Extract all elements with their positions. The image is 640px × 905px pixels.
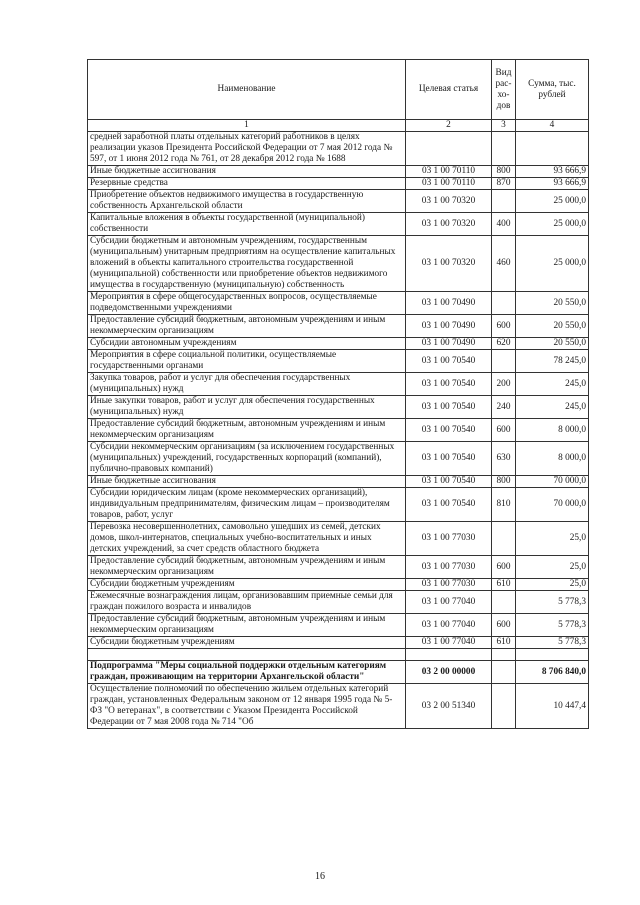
row-sum: 5 778,3 bbox=[516, 591, 589, 614]
row-code: 03 1 00 70320 bbox=[406, 190, 492, 213]
row-name: Субсидии бюджетным учреждениям bbox=[88, 637, 406, 649]
row-sum: 25 000,0 bbox=[516, 190, 589, 213]
row-sum: 25 000,0 bbox=[516, 213, 589, 236]
row-name: Мероприятия в сфере общегосударственных вопросов, осуществляемые подведомственными учреждениями bbox=[88, 292, 406, 315]
table-row bbox=[88, 213, 589, 236]
table-body bbox=[88, 132, 589, 729]
row-code: 03 1 00 77040 bbox=[406, 637, 492, 649]
row-type: 460 bbox=[492, 236, 516, 292]
row-name: Субсидии некоммерческим организациям (за исключением государственных (муниципальных) учреждений, государственных корпораций (компаний), публично-правовых компаний) bbox=[88, 442, 406, 476]
row-sum: 10 447,4 bbox=[516, 684, 589, 729]
table-row bbox=[88, 338, 589, 350]
column-index: 2 bbox=[406, 120, 492, 132]
table-row bbox=[88, 442, 589, 476]
row-code: 03 1 00 77030 bbox=[406, 579, 492, 591]
row-type bbox=[492, 190, 516, 213]
row-sum: 70 000,0 bbox=[516, 488, 589, 522]
column-index: 4 bbox=[516, 120, 589, 132]
row-type: 600 bbox=[492, 315, 516, 338]
row-sum bbox=[516, 132, 589, 166]
row-name: Капитальные вложения в объекты государственной (муниципальной) собственности bbox=[88, 213, 406, 236]
row-name: Резервные средства bbox=[88, 178, 406, 190]
header-code: Целевая статья bbox=[406, 60, 492, 120]
row-code: 03 1 00 70490 bbox=[406, 338, 492, 350]
row-code: 03 1 00 70540 bbox=[406, 442, 492, 476]
row-code bbox=[406, 132, 492, 166]
row-code: 03 2 00 00000 bbox=[406, 661, 492, 684]
table-row bbox=[88, 190, 589, 213]
table-row bbox=[88, 292, 589, 315]
header-row bbox=[88, 60, 589, 120]
header-type: Вид рас- хо- дов bbox=[492, 60, 516, 120]
row-type: 630 bbox=[492, 442, 516, 476]
row-code: 03 2 00 51340 bbox=[406, 684, 492, 729]
row-name: Субсидии автономным учреждениям bbox=[88, 338, 406, 350]
row-sum: 70 000,0 bbox=[516, 476, 589, 488]
table-row bbox=[88, 556, 589, 579]
row-sum: 8 000,0 bbox=[516, 419, 589, 442]
row-name: Иные бюджетные ассигнования bbox=[88, 476, 406, 488]
row-name: Субсидии бюджетным и автономным учреждениям, государственным (муниципальным) унитарным предприятиям на осуществление капитальных вложений в объекты капитального строительства государственной (муниципальной) собственности или приобретение объектов недвижимого имущества в государственную (муниципальную) собственность bbox=[88, 236, 406, 292]
row-code: 03 1 00 70540 bbox=[406, 373, 492, 396]
row-type bbox=[492, 132, 516, 166]
table-row bbox=[88, 591, 589, 614]
row-code: 03 1 00 70540 bbox=[406, 476, 492, 488]
row-code: 03 1 00 70490 bbox=[406, 292, 492, 315]
header-name: Наименование bbox=[88, 60, 406, 120]
row-sum: 20 550,0 bbox=[516, 315, 589, 338]
row-code: 03 1 00 77030 bbox=[406, 556, 492, 579]
page-number: 16 bbox=[315, 871, 325, 882]
table-row bbox=[88, 315, 589, 338]
table-row bbox=[88, 236, 589, 292]
table-row bbox=[88, 419, 589, 442]
row-sum: 8 706 840,0 bbox=[516, 661, 589, 684]
row-name: Предоставление субсидий бюджетным, автономным учреждениям и иным некоммерческим организациям bbox=[88, 315, 406, 338]
row-code: 03 1 00 70320 bbox=[406, 236, 492, 292]
table-row bbox=[88, 488, 589, 522]
row-sum: 25,0 bbox=[516, 579, 589, 591]
row-sum: 93 666,9 bbox=[516, 166, 589, 178]
table-row bbox=[88, 166, 589, 178]
row-type bbox=[492, 649, 516, 661]
table-row bbox=[88, 522, 589, 556]
row-type: 240 bbox=[492, 396, 516, 419]
row-name: Предоставление субсидий бюджетным, автономным учреждениям и иным некоммерческим организациям bbox=[88, 419, 406, 442]
row-code: 03 1 00 77040 bbox=[406, 614, 492, 637]
row-sum: 5 778,3 bbox=[516, 614, 589, 637]
row-name: Предоставление субсидий бюджетным, автономным учреждениям и иным некоммерческим организациям bbox=[88, 556, 406, 579]
row-code: 03 1 00 70110 bbox=[406, 178, 492, 190]
table-row bbox=[88, 373, 589, 396]
row-type: 620 bbox=[492, 338, 516, 350]
row-name: Приобретение объектов недвижимого имущества в государственную собственность Архангельской области bbox=[88, 190, 406, 213]
row-type: 800 bbox=[492, 166, 516, 178]
row-name: Иные бюджетные ассигнования bbox=[88, 166, 406, 178]
row-name: Перевозка несовершеннолетних, самовольно ушедших из семей, детских домов, школ-интернатов, специальных учебно-воспитательных и иных детских учреждений, за счет средств областного бюджета bbox=[88, 522, 406, 556]
table-row bbox=[88, 476, 589, 488]
row-name: Ежемесячные вознаграждения лицам, организовавшим приемные семьи для граждан пожилого возраста и инвалидов bbox=[88, 591, 406, 614]
row-type bbox=[492, 350, 516, 373]
row-type: 610 bbox=[492, 637, 516, 649]
row-name: Предоставление субсидий бюджетным, автономным учреждениям и иным некоммерческим организациям bbox=[88, 614, 406, 637]
column-index-row bbox=[88, 120, 589, 132]
row-type: 810 bbox=[492, 488, 516, 522]
table-row bbox=[88, 637, 589, 649]
row-code bbox=[406, 649, 492, 661]
row-name: Подпрограмма "Меры социальной поддержки отдельным категориям граждан, проживающим на территории Архангельской области" bbox=[88, 661, 406, 684]
row-code: 03 1 00 70110 bbox=[406, 166, 492, 178]
row-name: Мероприятия в сфере социальной политики, осуществляемые государственными органами bbox=[88, 350, 406, 373]
row-sum: 5 778,3 bbox=[516, 637, 589, 649]
row-sum bbox=[516, 649, 589, 661]
table-row bbox=[88, 132, 589, 166]
row-name: Иные закупки товаров, работ и услуг для обеспечения государственных (муниципальных) нужд bbox=[88, 396, 406, 419]
row-sum: 20 550,0 bbox=[516, 338, 589, 350]
row-code: 03 1 00 70540 bbox=[406, 488, 492, 522]
row-type: 600 bbox=[492, 419, 516, 442]
row-type: 800 bbox=[492, 476, 516, 488]
table-row bbox=[88, 649, 589, 661]
row-sum: 78 245,0 bbox=[516, 350, 589, 373]
row-code: 03 1 00 70490 bbox=[406, 315, 492, 338]
row-type: 600 bbox=[492, 614, 516, 637]
table-row bbox=[88, 614, 589, 637]
row-sum: 8 000,0 bbox=[516, 442, 589, 476]
row-sum: 25,0 bbox=[516, 556, 589, 579]
row-code: 03 1 00 70320 bbox=[406, 213, 492, 236]
row-code: 03 1 00 77040 bbox=[406, 591, 492, 614]
table-row bbox=[88, 396, 589, 419]
row-sum: 25,0 bbox=[516, 522, 589, 556]
row-code: 03 1 00 70540 bbox=[406, 396, 492, 419]
row-code: 03 1 00 70540 bbox=[406, 350, 492, 373]
row-type: 600 bbox=[492, 556, 516, 579]
table-row bbox=[88, 350, 589, 373]
row-type: 400 bbox=[492, 213, 516, 236]
row-sum: 93 666,9 bbox=[516, 178, 589, 190]
row-type bbox=[492, 591, 516, 614]
row-name: Закупка товаров, работ и услуг для обеспечения государственных (муниципальных) нужд bbox=[88, 373, 406, 396]
row-code: 03 1 00 77030 bbox=[406, 522, 492, 556]
row-type bbox=[492, 661, 516, 684]
row-sum: 25 000,0 bbox=[516, 236, 589, 292]
row-name: Субсидии бюджетным учреждениям bbox=[88, 579, 406, 591]
row-type: 870 bbox=[492, 178, 516, 190]
header-sum: Сумма, тыс. рублей bbox=[516, 60, 589, 120]
row-sum: 245,0 bbox=[516, 396, 589, 419]
row-name: средней заработной платы отдельных категорий работников в целях реализации указов Президента Российской Федерации от 7 мая 2012 года № 597, от 1 июня 2012 года № 761, от 28 декабря 2012 года № 1688 bbox=[88, 132, 406, 166]
row-name: Осуществление полномочий по обеспечению жильем отдельных категорий граждан, установленных Федеральным законом от 12 января 1995 года № 5-ФЗ "О ветеранах", в соответствии с Указом Президента Российской Федерации от 7 мая 2008 года № 714 "Об bbox=[88, 684, 406, 729]
table-row bbox=[88, 684, 589, 729]
column-index: 3 bbox=[492, 120, 516, 132]
row-type: 200 bbox=[492, 373, 516, 396]
row-type bbox=[492, 684, 516, 729]
budget-table bbox=[87, 59, 589, 729]
row-type bbox=[492, 292, 516, 315]
table-row bbox=[88, 178, 589, 190]
row-sum: 20 550,0 bbox=[516, 292, 589, 315]
row-code: 03 1 00 70540 bbox=[406, 419, 492, 442]
table-row bbox=[88, 661, 589, 684]
row-sum: 245,0 bbox=[516, 373, 589, 396]
row-type bbox=[492, 522, 516, 556]
table-row bbox=[88, 579, 589, 591]
column-index: 1 bbox=[88, 120, 406, 132]
row-name: Субсидии юридическим лицам (кроме некоммерческих организаций), индивидуальным предпринимателям, физическим лицам – производителям товаров, работ, услуг bbox=[88, 488, 406, 522]
row-type: 610 bbox=[492, 579, 516, 591]
row-name bbox=[88, 649, 406, 661]
